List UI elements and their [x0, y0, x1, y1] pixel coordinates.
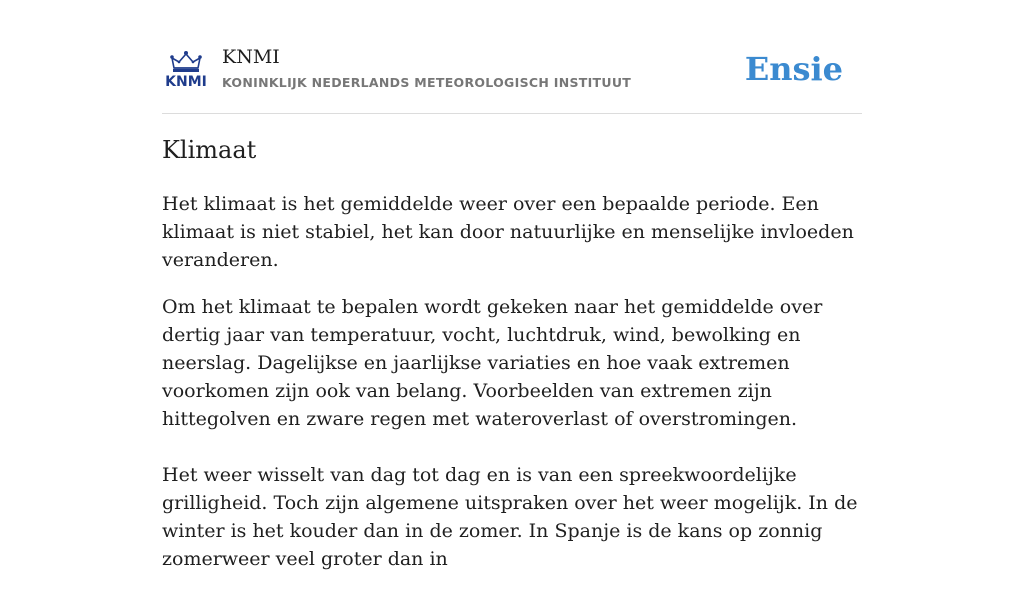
brand-logo[interactable]: Ensie [744, 50, 843, 88]
paragraph: Het klimaat is het gemiddelde weer over een bepaalde periode. Een klimaat is niet stabiel, het kan door natuurlijke en menselijke invloeden veranderen. [162, 193, 854, 271]
paragraph: Om het klimaat te bepalen wordt gekeken naar het gemiddelde over dertig jaar van temperatuur, vocht, luchtdruk, wind, bewolking en neerslag. Dagelijkse en jaarlijkse variaties en hoe vaak extremen voorkomen zijn ook van belang. Voorbeelden van extremen zijn hittegolven en zware regen met wateroverlast of overstromingen. [162, 296, 823, 430]
page-title: Klimaat [162, 136, 257, 164]
knmi-logo[interactable] [162, 50, 210, 90]
org-name: KNMI [222, 46, 280, 68]
logo-text: KNMI [165, 74, 207, 90]
article-body [162, 190, 862, 592]
org-subtitle: KONINKLIJK NEDERLANDS METEOROLOGISCH INSTITUUT [222, 75, 632, 90]
header [162, 38, 862, 114]
paragraph: Het weer wisselt van dag tot dag en is van een spreekwoordelijke grilligheid. Toch zijn algemene uitspraken over het weer mogelijk. In de winter is het kouder dan in de zomer. In Spanje is de kans op zonnig zomerweer veel groter dan in [162, 464, 858, 570]
